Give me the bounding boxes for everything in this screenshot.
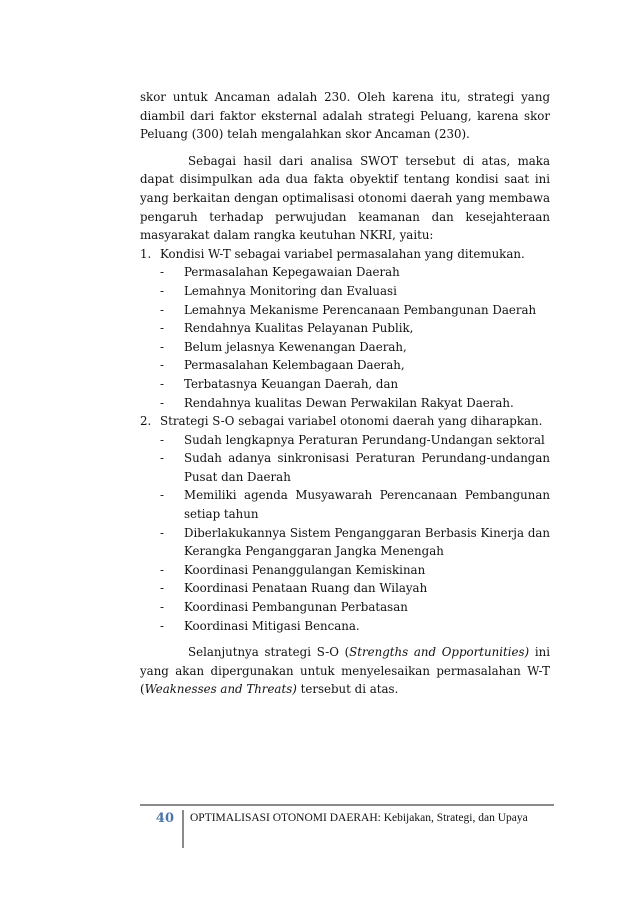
footer-title xyxy=(182,810,528,848)
paragraph-2: Sebagai hasil dari analisa SWOT tersebut di atas, maka dapat disimpulkan ada dua fakta obyektif tentang kondisi saat ini yang berkaitan dengan optimalisasi otonomi daerah yang membawa pengaruh terhadap perwujudan keamanan dan kesejahteraan masyarakat dalam rangka keutuhan NKRI, yaitu: xyxy=(140,153,550,243)
dash-marker: - xyxy=(160,581,164,596)
list-item xyxy=(140,579,550,598)
closing-paragraph xyxy=(140,643,550,699)
list-2-heading-text: Strategi S-O sebagai variabel otonomi daerah yang diharapkan. xyxy=(160,414,543,429)
paragraph-1: skor untuk Ancaman adalah 230. Oleh karena itu, strategi yang diambil dari faktor eksternal adalah strategi Peluang, karena skor Peluang (300) telah mengalahkan skor Ancaman (230). xyxy=(140,90,550,142)
list-item xyxy=(140,617,550,636)
page-footer xyxy=(140,804,554,848)
list-item-text: Sudah adanya sinkronisasi Peraturan Perundang-undangan Pusat dan Daerah xyxy=(184,451,550,484)
list-item xyxy=(140,486,550,523)
wt-term: Weaknesses and Threats) xyxy=(144,682,297,697)
list-item xyxy=(140,524,550,561)
list-item-text: Rendahnya kualitas Dewan Perwakilan Rakyat Daerah. xyxy=(184,395,514,410)
list-item xyxy=(140,263,550,282)
list-item xyxy=(140,394,550,413)
list-item-text: Memiliki agenda Musyawarah Perencanaan Pembangunan setiap tahun xyxy=(184,488,550,522)
list-1-heading xyxy=(140,245,550,264)
list-item-text: Lemahnya Mekanisme Perencanaan Pembangunan Daerah xyxy=(184,302,537,317)
list-item xyxy=(140,561,550,580)
page-number: 40 xyxy=(155,811,174,826)
list-item-text: Terbatasnya Keuangan Daerah, dan xyxy=(184,376,399,391)
list-item xyxy=(140,301,550,320)
list-item xyxy=(140,319,550,338)
dash-marker: - xyxy=(160,376,164,391)
footer-title-sub: Kebijakan, Strategi, dan Upaya xyxy=(380,812,528,824)
list-1-number: 1. xyxy=(140,246,152,261)
closing-part-3: tersebut di atas. xyxy=(296,682,399,697)
dash-marker: - xyxy=(160,618,164,633)
list-item-text: Diberlakukannya Sistem Penganggaran Berbasis Kinerja dan Kerangka Penganggaran Jangka Menengah xyxy=(184,525,550,559)
dash-marker: - xyxy=(160,488,164,503)
list-item-text: Koordinasi Penanggulangan Kemiskinan xyxy=(184,562,426,577)
list-weakness-threat xyxy=(140,245,550,412)
dash-marker: - xyxy=(160,562,164,577)
list-item xyxy=(140,356,550,375)
list-1-heading-text: Kondisi W-T sebagai variabel permasalahan yang ditemukan. xyxy=(160,246,525,261)
dash-marker: - xyxy=(160,339,164,354)
so-term: Strengths and Opportunities) xyxy=(349,645,530,660)
list-item-text: Belum jelasnya Kewenangan Daerah, xyxy=(184,339,407,354)
dash-marker: - xyxy=(160,283,164,298)
dash-marker: - xyxy=(160,321,164,336)
list-item-text: Permasalahan Kelembagaan Daerah, xyxy=(184,358,405,373)
dash-marker: - xyxy=(160,395,164,410)
list-item-text: Sudah lengkapnya Peraturan Perundang-Undangan sektoral xyxy=(184,432,545,447)
list-item xyxy=(140,431,550,450)
list-item-text: Koordinasi Mitigasi Bencana. xyxy=(184,618,360,633)
dash-marker: - xyxy=(160,525,164,540)
list-strength-opportunity xyxy=(140,412,550,635)
dash-marker: - xyxy=(160,265,164,280)
list-item xyxy=(140,598,550,617)
closing-part-2: ini yang akan dipergunakan untuk menyelesaikan permasalahan W-T ( xyxy=(140,645,550,697)
dash-marker: - xyxy=(160,358,164,373)
dash-marker: - xyxy=(160,600,164,615)
list-item-text: Lemahnya Monitoring dan Evaluasi xyxy=(184,283,397,298)
closing-part-1: Selanjutnya strategi S-O ( xyxy=(188,645,350,660)
list-2-heading xyxy=(140,412,550,431)
dash-marker: - xyxy=(160,432,164,447)
page-body xyxy=(140,88,550,699)
list-item-text: Koordinasi Penataan Ruang dan Wilayah xyxy=(184,581,428,596)
dash-marker: - xyxy=(160,302,164,317)
list-item xyxy=(140,375,550,394)
dash-marker: - xyxy=(160,451,164,466)
list-item-text: Rendahnya Kualitas Pelayanan Publik, xyxy=(184,321,414,336)
footer-title-main: OPTIMALISASI OTONOMI DAERAH: xyxy=(190,812,381,824)
list-item xyxy=(140,449,550,486)
list-item-text: Koordinasi Pembangunan Perbatasan xyxy=(184,600,408,615)
list-item-text: Permasalahan Kepegawaian Daerah xyxy=(184,265,400,280)
list-2-number: 2. xyxy=(140,414,152,429)
list-item xyxy=(140,338,550,357)
list-item xyxy=(140,282,550,301)
